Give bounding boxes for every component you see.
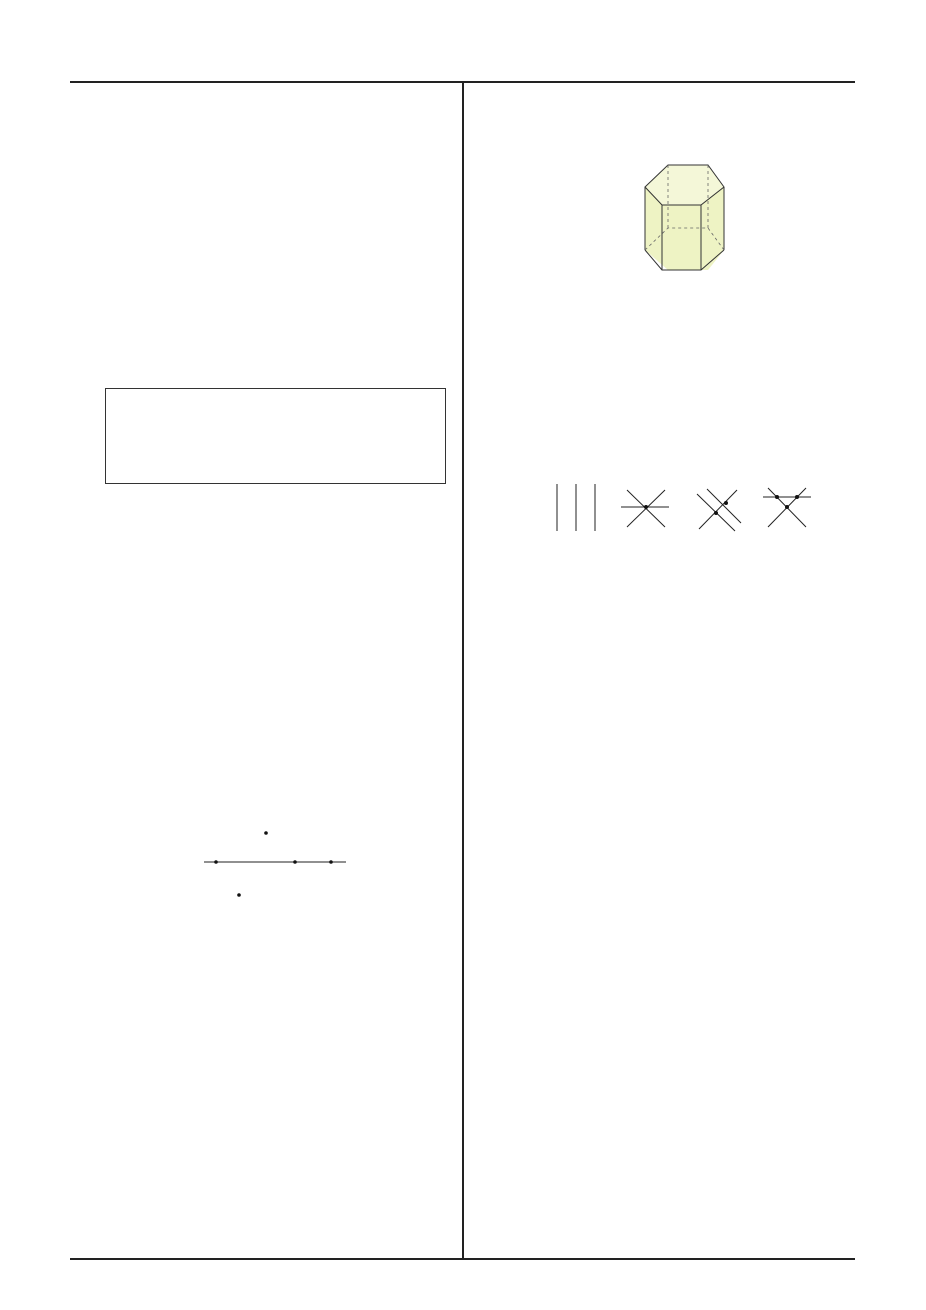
angle-choice-box — [105, 388, 446, 484]
column-divider — [462, 81, 464, 1259]
bottom-rule — [70, 1258, 855, 1260]
